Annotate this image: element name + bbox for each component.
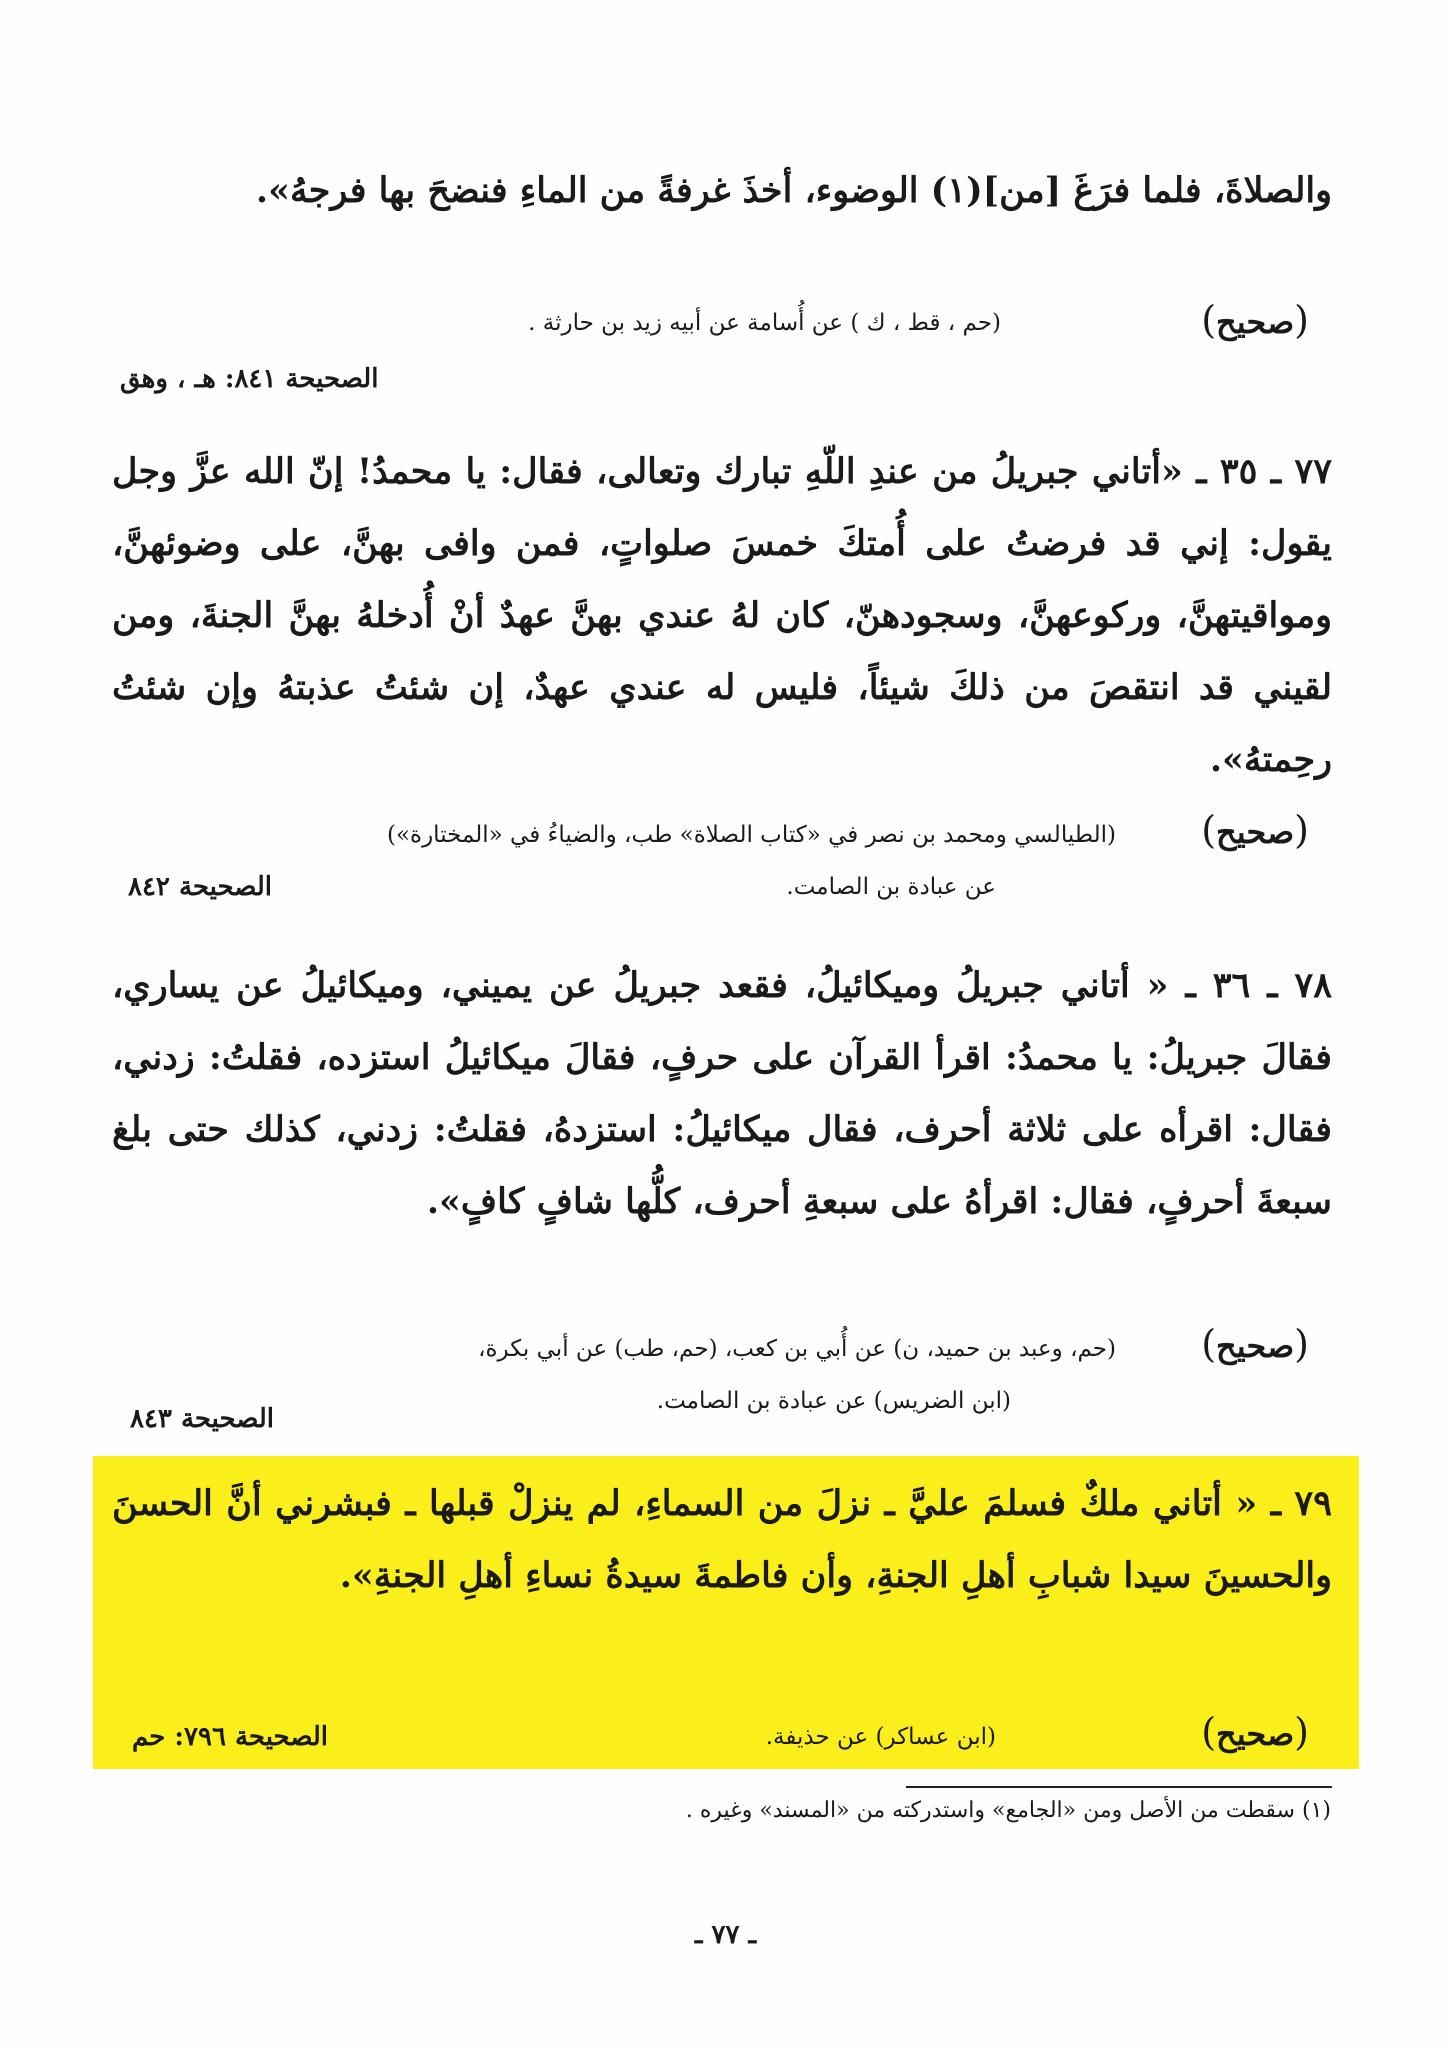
reference: الصحيحة ٨٤٣ xyxy=(130,1404,275,1434)
citation: (ابن عساكر) عن حذيفة. xyxy=(765,1724,996,1750)
hadith-78 xyxy=(112,950,1332,1238)
hadith-text: «أتاني جبريلُ من عندِ اللّهِ تبارك وتعالى، فقال: يا محمدُ! إنّ الله عزَّ وجل يقول: إني قد فرضتُ على أُمتكَ خمسَ صلواتٍ، فمن وافى بهنَّ، على وضوئهنَّ، ومواقيتهنَّ، وركوعهنَّ، وسجودهنّ، كان لهُ عندي بهنَّ عهدٌ أنْ أُدخلهُ بهنَّ الجنةَ، ومن لقيني قد انتقصَ من ذلكَ شيئاً، فليس له عندي عهدٌ، إن شئتُ عذبتهُ وإن شئتُ رحِمتهُ». xyxy=(112,451,1332,780)
reference: الصحيحة ٨٤١: هـ ، وهق xyxy=(120,364,379,394)
continuation-text: والصلاةَ، فلما فرَغَ [من](١) الوضوء، أخذَ غرفةً من الماءِ فنضحَ بها فرجهُ». xyxy=(255,170,1332,211)
hadith-number: ٧٨ ـ ٣٦ ـ xyxy=(1185,965,1333,1006)
continuation-paragraph xyxy=(112,155,1332,227)
footnote-divider xyxy=(906,1786,1332,1788)
hadith-number: ٧٩ ـ xyxy=(1270,1483,1332,1524)
hadith-text: « أتاني ملكٌ فسلمَ عليَّ ـ نزلَ من السماءِ، لم ينزلْ قبلها ـ فبشرني أنَّ الحسنَ والحسينَ سيدا شبابِ أهلِ الجنةِ، وأن فاطمةَ سيدةُ نساءِ أهلِ الجنةِ». xyxy=(112,1483,1332,1596)
hadith-number: ٧٧ ـ ٣٥ ـ xyxy=(1196,451,1332,492)
grade-badge: ( صحيح ) xyxy=(1183,1710,1327,1754)
reference: الصحيحة ٨٤٢ xyxy=(128,872,273,902)
grade-badge: ( صحيح ) xyxy=(1183,808,1327,852)
reference: الصحيحة ٧٩٦: حم xyxy=(132,1722,329,1752)
citation: (الطيالسي ومحمد بن نصر في «كتاب الصلاة» طب، والضياءُ في «المختارة») xyxy=(386,822,1116,848)
grade-badge: ( صحيح ) xyxy=(1183,298,1327,342)
page-number: ـ ٧٧ ـ xyxy=(694,1920,757,1950)
hadith-77 xyxy=(112,436,1332,796)
hadith-text: « أتاني جبريلُ وميكائيلُ، فقعد جبريلُ عن يميني، وميكائيلُ عن يساري، فقالَ جبريلُ: يا محمدُ: اقرأ القرآن على حرفٍ، فقالَ ميكائيلُ استزده، فقلتُ: زدني، فقال: اقرأه على ثلاثة أحرف، فقال ميكائيلُ: استزدهُ، فقلتُ: زدني، كذلك حتى بلغ سبعةَ أحرفٍ، فقال: اقرأهُ على سبعةِ أحرف، كلُّها شافٍ كافٍ». xyxy=(112,965,1332,1222)
citation: (ابن الضريس) عن عبادة بن الصامت. xyxy=(656,1388,1011,1414)
citation: (حم ، قط ، ك ) عن أُسامة عن أبيه زيد بن حارثة . xyxy=(528,310,1001,336)
grade-badge: ( صحيح ) xyxy=(1183,1322,1327,1366)
citation: عن عبادة بن الصامت. xyxy=(786,874,996,900)
hadith-79 xyxy=(112,1468,1332,1612)
footnote: (١) سقطت من الأصل ومن «الجامع» واستدركته من «المسند» وغيره . xyxy=(685,1798,1331,1823)
citation: (حم، وعبد بن حميد، ن) عن أُبي بن كعب، (حم، طب) عن أبي بكرة، xyxy=(478,1336,1116,1362)
